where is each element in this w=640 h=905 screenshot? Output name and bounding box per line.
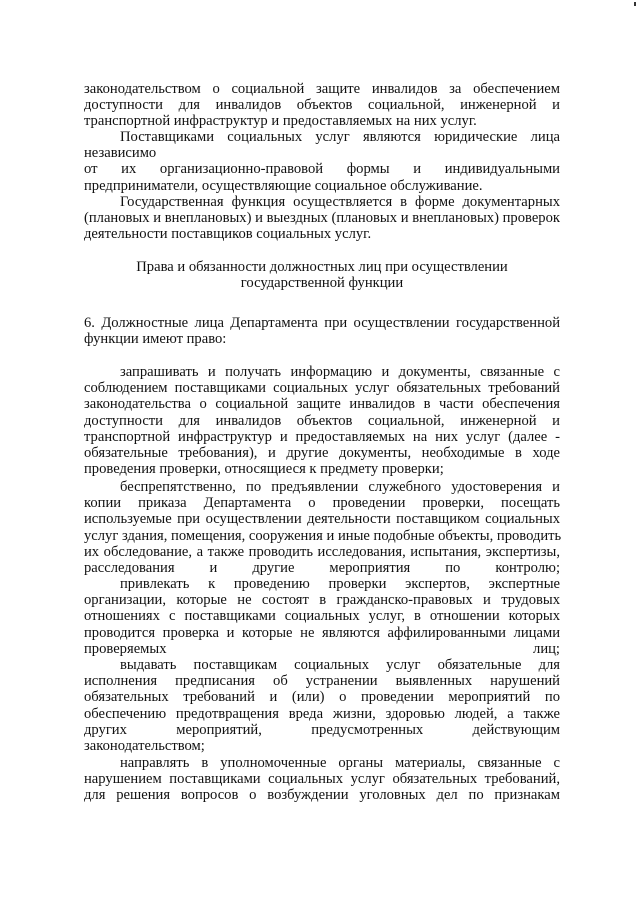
right-engage-experts [84, 576, 560, 657]
text-line: направлять в уполномоченные органы материалы, связанные с [120, 755, 560, 771]
text-line: проверяемых лиц; [84, 640, 560, 657]
text-line: Поставщиками социальных услуг являются юридические лица [120, 129, 560, 145]
scan-mark [634, 2, 636, 6]
text-line: доступности для инвалидов объектов социальной, инженерной и [84, 97, 560, 114]
item-6 [84, 315, 560, 347]
text-line: предприниматели, осуществляющие социальное обслуживание. [84, 177, 483, 194]
right-visit-premises [84, 479, 560, 576]
text-line: проводится проверка и которые не являются аффилированными лицами [84, 624, 560, 641]
text-line: функции имеют право: [84, 331, 227, 348]
text-line: соблюдением поставщиками социальных услуг обязательных требований [84, 380, 560, 397]
right-issue-orders [84, 657, 560, 754]
text-line: организации, которые не состоят в гражданско-правовых и трудовых [84, 592, 560, 609]
text-line: других мероприятий, предусмотренных действующим [84, 721, 560, 738]
right-request-information [84, 364, 560, 477]
section-heading [84, 259, 560, 291]
text-line: Государственная функция осуществляется в форме документарных [120, 194, 560, 210]
text-line: транспортной инфраструктур и предоставляемых на них услуг (далее - [84, 428, 560, 445]
paragraph-state-function [84, 194, 560, 243]
text-line: запрашивать и получать информацию и документы, связанные с [120, 364, 560, 380]
paragraph-providers [84, 129, 560, 194]
text-line: выдавать поставщикам социальных услуг обязательные для [120, 657, 560, 673]
text-line: беспрепятственно, по предъявлении служебного удостоверения и [120, 479, 560, 495]
heading-line: государственной функции [240, 275, 404, 292]
text-line: обязательных требований и (или) о проведении мероприятий по [84, 689, 560, 706]
text-line: для решения вопросов о возбуждении уголовных дел по признакам [84, 787, 560, 804]
heading-line: Права и обязанности должностных лиц при осуществлении [136, 259, 508, 275]
text-line: их обследование, а также проводить исследования, испытания, экспертизы, [84, 543, 560, 560]
text-line: копии приказа Департамента о проведении проверки, посещать [84, 495, 560, 512]
text-line: привлекать к проведению проверки экспертов, экспертные [120, 576, 560, 592]
text-line: 6. Должностные лица Департамента при осуществлении государственной [84, 315, 560, 331]
text-line: проведения проверки, относящиеся к предмету проверки; [84, 461, 444, 478]
text-line: транспортной инфраструктур и предоставляемых на них услуг. [84, 113, 477, 130]
text-line: расследования и другие мероприятия по контролю; [84, 559, 560, 576]
text-line: обеспечению предотвращения вреда жизни, здоровью людей, а также [84, 705, 560, 722]
text-line: нарушением поставщиками социальных услуг обязательных требований, [84, 771, 560, 788]
text-line: обязательные требования), и другие документы, необходимые в ходе [84, 444, 560, 461]
text-line: исполнения предписания об устранении выявленных нарушений [84, 673, 560, 690]
text-line: независимо [84, 145, 157, 162]
text-line: (плановых и внеплановых) и выездных (плановых и внеплановых) проверок [84, 210, 560, 227]
text-line: доступности для инвалидов объектов социальной, инженерной и [84, 412, 560, 429]
text-line: законодательством о социальной защите инвалидов за обеспечением [84, 81, 560, 97]
text-line: используемые при осуществлении деятельности поставщиком социальных [84, 511, 560, 528]
text-line: законодательством; [84, 737, 205, 754]
text-line: от их организационно-правовой формы и индивидуальными [84, 161, 560, 178]
text-line: деятельности поставщиков социальных услуг. [84, 226, 372, 243]
text-line: отношениях с поставщиками социальных услуг, в отношении которых [84, 608, 560, 625]
text-line: услуг здания, помещения, сооружения и иные подобные объекты, проводить [84, 527, 562, 544]
text-line: законодательства о социальной защите инвалидов в части обеспечения [84, 396, 560, 413]
paragraph-legislation [84, 81, 560, 130]
right-send-materials [84, 755, 560, 804]
